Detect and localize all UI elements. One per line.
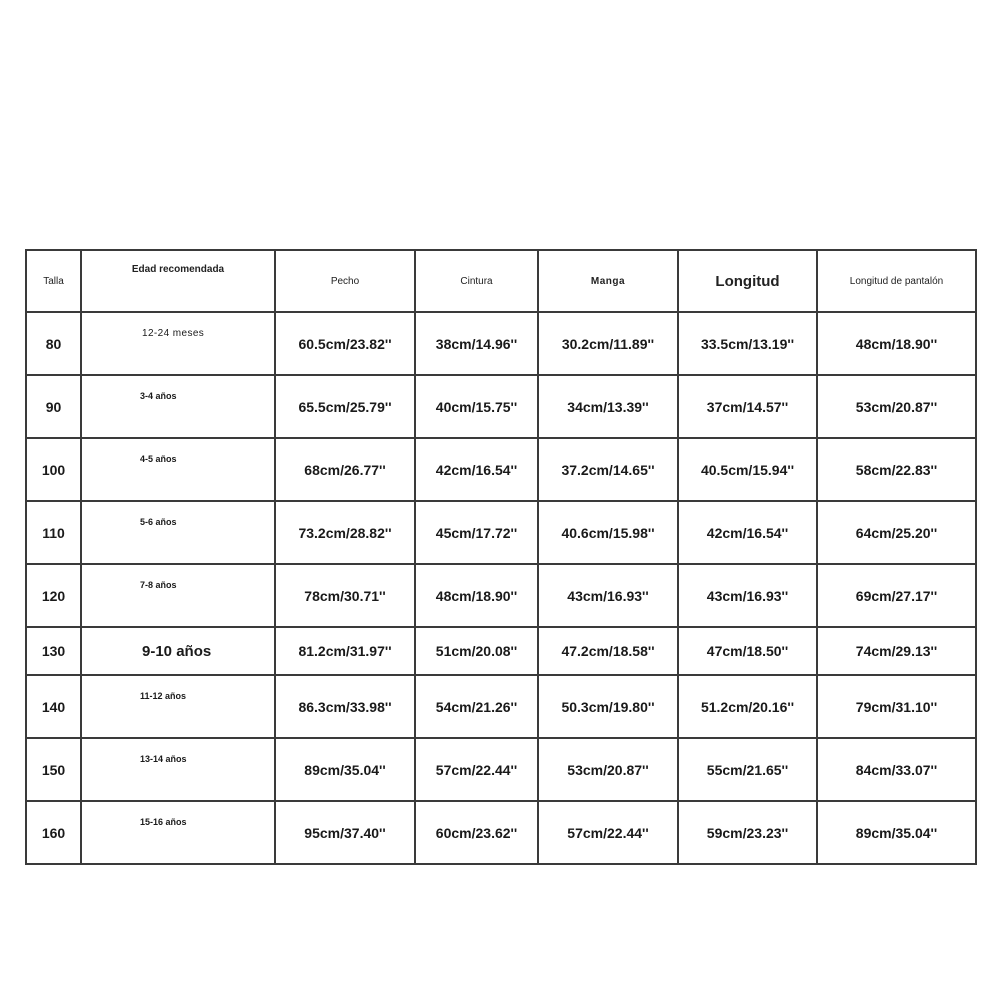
cell-sleeve: 53cm/20.87'' (538, 738, 678, 801)
cell-sleeve: 43cm/16.93'' (538, 564, 678, 627)
cell-length: 43cm/16.93'' (678, 564, 817, 627)
cell-pants-length: 89cm/35.04'' (817, 801, 976, 864)
cell-waist: 38cm/14.96'' (415, 312, 538, 375)
cell-age: 5-6 años (81, 501, 275, 564)
cell-sleeve: 50.3cm/19.80'' (538, 675, 678, 738)
cell-size: 130 (26, 627, 81, 675)
cell-chest: 68cm/26.77'' (275, 438, 415, 501)
cell-pants-length: 84cm/33.07'' (817, 738, 976, 801)
cell-age: 4-5 años (81, 438, 275, 501)
table-row (26, 801, 976, 864)
cell-chest: 65.5cm/25.79'' (275, 375, 415, 438)
cell-chest: 95cm/37.40'' (275, 801, 415, 864)
cell-size: 100 (26, 438, 81, 501)
cell-length: 47cm/18.50'' (678, 627, 817, 675)
cell-pants-length: 69cm/27.17'' (817, 564, 976, 627)
header-age: Edad recomendada (81, 250, 275, 312)
header-chest: Pecho (275, 250, 415, 312)
cell-waist: 54cm/21.26'' (415, 675, 538, 738)
cell-pants-length: 64cm/25.20'' (817, 501, 976, 564)
cell-size: 120 (26, 564, 81, 627)
cell-size: 90 (26, 375, 81, 438)
size-chart-table (25, 249, 977, 865)
cell-length: 33.5cm/13.19'' (678, 312, 817, 375)
table-row (26, 501, 976, 564)
cell-length: 59cm/23.23'' (678, 801, 817, 864)
cell-waist: 57cm/22.44'' (415, 738, 538, 801)
table-row (26, 627, 976, 675)
header-row (26, 250, 976, 312)
cell-sleeve: 57cm/22.44'' (538, 801, 678, 864)
cell-age: 11-12 años (81, 675, 275, 738)
cell-pants-length: 58cm/22.83'' (817, 438, 976, 501)
cell-sleeve: 34cm/13.39'' (538, 375, 678, 438)
cell-length: 40.5cm/15.94'' (678, 438, 817, 501)
cell-chest: 81.2cm/31.97'' (275, 627, 415, 675)
cell-chest: 60.5cm/23.82'' (275, 312, 415, 375)
cell-length: 42cm/16.54'' (678, 501, 817, 564)
cell-age: 12-24 meses (81, 312, 275, 375)
table-row (26, 675, 976, 738)
cell-pants-length: 74cm/29.13'' (817, 627, 976, 675)
cell-sleeve: 37.2cm/14.65'' (538, 438, 678, 501)
cell-sleeve: 40.6cm/15.98'' (538, 501, 678, 564)
cell-sleeve: 30.2cm/11.89'' (538, 312, 678, 375)
cell-length: 55cm/21.65'' (678, 738, 817, 801)
table-row (26, 738, 976, 801)
header-size: Talla (26, 250, 81, 312)
cell-waist: 60cm/23.62'' (415, 801, 538, 864)
cell-sleeve: 47.2cm/18.58'' (538, 627, 678, 675)
cell-size: 110 (26, 501, 81, 564)
header-pants-length: Longitud de pantalón (817, 250, 976, 312)
cell-pants-length: 53cm/20.87'' (817, 375, 976, 438)
table-row (26, 438, 976, 501)
cell-chest: 89cm/35.04'' (275, 738, 415, 801)
cell-length: 51.2cm/20.16'' (678, 675, 817, 738)
table-body (26, 312, 976, 864)
header-sleeve: Manga (538, 250, 678, 312)
header-waist: Cintura (415, 250, 538, 312)
cell-waist: 42cm/16.54'' (415, 438, 538, 501)
cell-waist: 51cm/20.08'' (415, 627, 538, 675)
table-row (26, 375, 976, 438)
header-length: Longitud (678, 250, 817, 312)
cell-age: 3-4 años (81, 375, 275, 438)
cell-age: 9-10 años (81, 627, 275, 675)
cell-waist: 40cm/15.75'' (415, 375, 538, 438)
cell-length: 37cm/14.57'' (678, 375, 817, 438)
cell-waist: 48cm/18.90'' (415, 564, 538, 627)
cell-size: 160 (26, 801, 81, 864)
cell-age: 7-8 años (81, 564, 275, 627)
cell-waist: 45cm/17.72'' (415, 501, 538, 564)
cell-size: 150 (26, 738, 81, 801)
cell-chest: 86.3cm/33.98'' (275, 675, 415, 738)
table-row (26, 564, 976, 627)
cell-age: 15-16 años (81, 801, 275, 864)
cell-size: 80 (26, 312, 81, 375)
cell-chest: 78cm/30.71'' (275, 564, 415, 627)
cell-chest: 73.2cm/28.82'' (275, 501, 415, 564)
cell-size: 140 (26, 675, 81, 738)
cell-pants-length: 79cm/31.10'' (817, 675, 976, 738)
cell-age: 13-14 años (81, 738, 275, 801)
cell-pants-length: 48cm/18.90'' (817, 312, 976, 375)
table-row (26, 312, 976, 375)
